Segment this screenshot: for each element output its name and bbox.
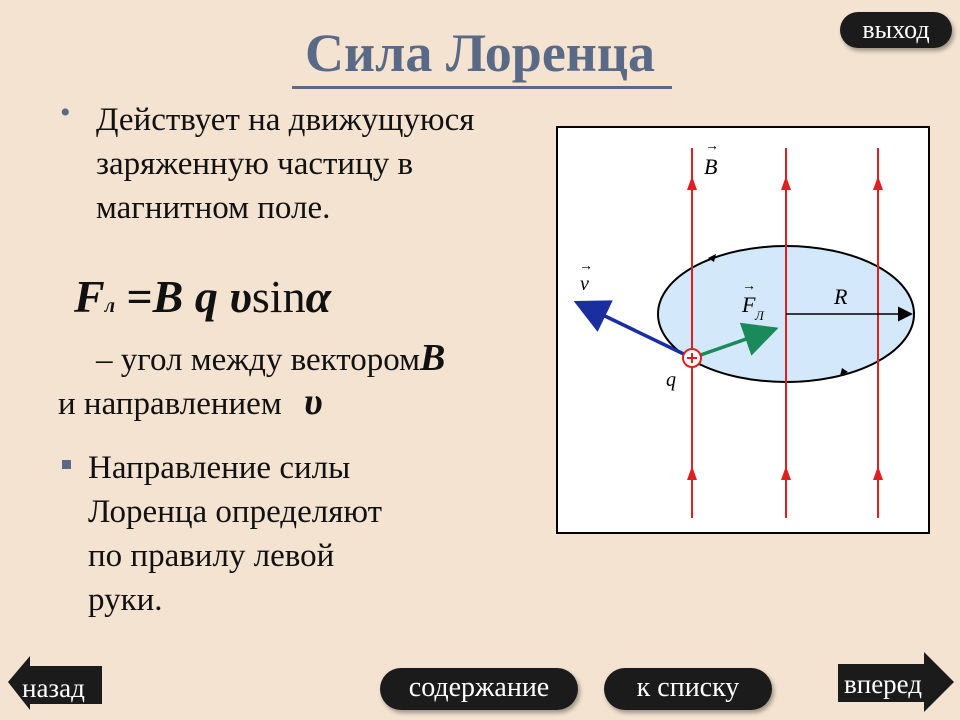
formula-q: q — [194, 271, 218, 322]
bullet2-line4: руки. — [88, 582, 163, 618]
label-q: q — [666, 369, 676, 391]
formula-F: F — [74, 271, 105, 322]
contents-button[interactable]: содержание — [380, 668, 578, 710]
formula-alpha: α — [305, 271, 332, 322]
label-B: B — [704, 154, 718, 179]
to-list-button[interactable]: к списку — [604, 668, 772, 710]
formula-sin: sin — [251, 271, 306, 322]
label-R: R — [834, 284, 848, 309]
exit-button[interactable]: выход — [840, 12, 952, 48]
label-v: v — [580, 273, 589, 295]
bullet1-line3: магнитном поле. — [96, 190, 331, 226]
forward-label: вперед — [844, 669, 923, 699]
angle-text: – угол между вектором — [96, 342, 420, 378]
angle-text-2: и направлением — [58, 386, 282, 422]
bullet2-line1: Направление силы — [88, 450, 351, 486]
bullet2-line3: по правилу левой — [88, 538, 335, 574]
bullet-dot: • — [60, 96, 71, 129]
label-F-sub: Л — [755, 308, 764, 323]
lorentz-diagram — [556, 126, 930, 534]
angle-symbol-B: B — [420, 337, 446, 379]
angle-text-line2 — [58, 380, 323, 424]
diagram-svg — [558, 128, 928, 532]
angle-text-line1 — [96, 336, 445, 380]
svg-text:→: → — [742, 279, 756, 294]
svg-text:→: → — [705, 139, 719, 154]
formula-sub: л — [104, 295, 115, 317]
square-bullet — [62, 460, 71, 469]
bullet1-line2: заряженную частицу в — [96, 146, 414, 182]
svg-text:→: → — [579, 259, 593, 274]
forward-button[interactable] — [838, 650, 956, 714]
bullet1-line1: Действует на движущуюся — [96, 102, 475, 138]
bullet2-line2: Лоренца определяют — [88, 494, 383, 530]
formula-B: B — [152, 271, 184, 322]
lorentz-formula — [74, 270, 331, 323]
formula-eq: = — [126, 271, 153, 322]
angle-symbol-v: υ — [303, 381, 323, 423]
label-F: F — [742, 292, 756, 317]
back-label: назад — [22, 673, 85, 703]
formula-v: υ — [229, 271, 252, 322]
title-underline — [292, 86, 672, 89]
slide-title: Сила Лоренца — [304, 23, 656, 83]
back-button[interactable] — [6, 652, 102, 712]
